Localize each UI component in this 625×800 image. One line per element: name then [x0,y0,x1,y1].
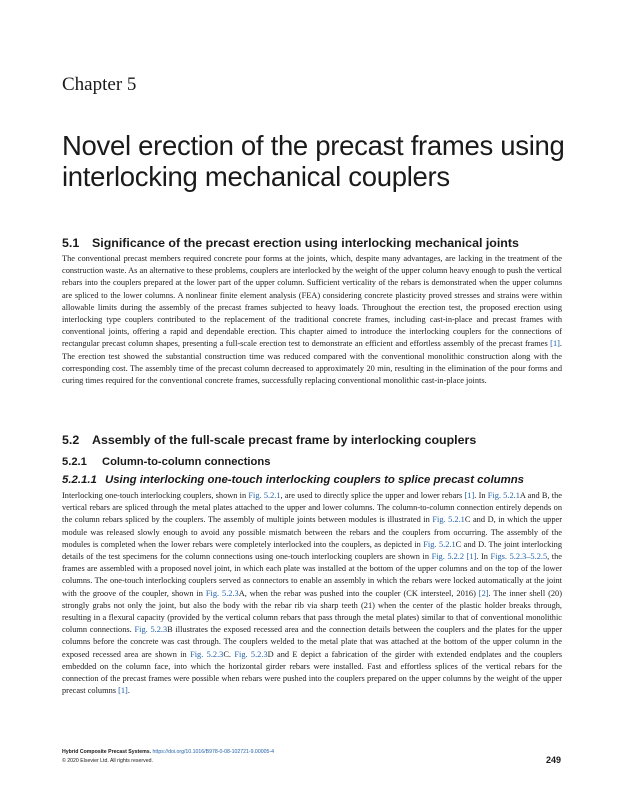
reference-link[interactable]: [1] [466,552,477,562]
figure-link[interactable]: Fig. 5.2.1 [432,515,465,525]
subsection-number: 5.2.1 [62,456,87,468]
text-run: C and D, in which the upper module was released slowly enough to avoid any possible mismatch between the rebars and the couplers from occurring. The assembly of the modules is completed when the lower rebars were completely interlocked into the couplers, as depicted in [62,515,562,549]
figure-link[interactable]: Fig. 5.2.3 [134,625,168,635]
text-run: Interlocking one-touch interlocking couplers, shown in [62,491,249,500]
text-run: , are used to directly splice the upper and lower rebars [280,491,465,500]
text-run: A, when the rebar was pushed into the coupler (CK intersteel, 2016) [238,588,479,598]
section-title: Assembly of the full-scale precast frame by interlocking couplers [92,433,477,447]
reference-link[interactable]: [1] [550,339,560,349]
figure-link[interactable]: Fig. 5.2.2 [431,552,465,562]
text-run: C. [223,649,235,659]
reference-link[interactable]: [1] [464,491,475,500]
section-5-1-paragraph [62,253,562,387]
section-heading-5-2 [62,433,562,447]
subsubsection-number: 5.2.1.1 [62,474,97,486]
subsection-title: Column-to-column connections [102,456,271,468]
figure-link[interactable]: Fig. 5.2.1 [487,491,520,500]
figure-link[interactable]: Fig. 5.2.3 [234,649,268,659]
chapter-label: Chapter 5 [62,74,137,95]
section-5-2-paragraph [62,490,562,697]
text-run: A and B, the vertical rebars are spliced through the metal plates attached to the upper and lower columns. The column-to-column connection entirely depends on the column rebars spliced by the couplers. The assembly of multiple joints between modules is illustrated in [62,491,562,525]
footer-citation [62,749,274,755]
chapter-title: Novel erection of the precast frames using interlocking mechanical couplers [62,130,565,192]
section-number: 5.2 [62,433,80,447]
book-title: Hybrid Composite Precast Systems. [62,749,152,755]
text-run: B illustrates the exposed recessed area and the connection details between the couplers and the plates for the upper columns before the concrete was cast through. The couplers welded to the metal plate that was attached at the bottom of the upper column in the exposed recessed area are shown in [62,625,562,659]
text-run: , the frames are assembled with a proposed novel joint, in which each plate was installed at the bottom of the upper columns and on the top of the lower columns. The one-touch interlocking couplers served as connectors to enable an assembly in which the rebars were locked automatically at the joint with the groove of the coupler, shown in [62,552,562,598]
figure-link[interactable]: Figs. 5.2.3–5.2.5 [490,552,548,562]
text-run: . [127,686,130,696]
text-run: D and E depict a fabrication of the girder with extended endplates and the couplers embedded on the column face, into which the horizontal girder rebars were installed. Fast and effortless splices of the vertical rebars for the connection of the precast frames were possible when rebars were pushed into the couplers prepared on the upper columns by the weight of the upper precast columns [62,649,562,696]
figure-link[interactable]: Fig. 5.2.1 [423,539,456,549]
doi-link[interactable]: https://doi.org/10.1016/B978-0-08-102721-9.00005-4 [152,749,274,755]
subsubsection-title: Using interlocking one-touch interlocking couplers to splice precast columns [105,474,524,486]
text-run: C and D. The joint interlocking details of the test specimens for the column connections using one-touch interlocking couplers are shown in [62,539,562,562]
figure-link[interactable]: Fig. 5.2.3 [205,588,239,598]
figure-link[interactable]: Fig. 5.2.1 [248,491,281,500]
figure-link[interactable]: Fig. 5.2.3 [190,649,224,659]
subsection-heading-5-2-1 [62,456,270,468]
reference-link[interactable]: [1] [118,686,128,696]
text-run: The conventional precast members required concrete pour forms at the joints, which, despite many advantages, are lacking in the treatment of the construction waste. As an alternative to these problems, couplers are interlocked by the weight of the upper column heavy enough to push the vertical rebars into the couplers prepared at the lower part of the upper column. Sufficient verticality of the rebars is demonstrated when the upper columns are spliced to the lower columns. A nonlinear finite element analysis (FEA) considering concrete plasticity proved stresses and strains were within allowable limits during the assembly of the precast frames subjected to heavy loads. Throughout the erection test, the proposed erection using interlocking type couplers contributed to the replacement of the traditional concrete frames, including cast-in-place and precast frames with conventional joints, offering a rapid and dependable erection. This chapter aimed to introduce the interlocking couplers for the connections of rectangular precast column shapes, presenting a full-scale erection test to demonstrate an efficient and effortless assembly of the precast frames [62,254,562,349]
text-run: . In [474,491,488,500]
subsubsection-heading-5-2-1-1 [62,474,524,486]
page-number: 249 [546,755,562,765]
section-title: Significance of the precast erection using interlocking mechanical joints [92,236,519,250]
text-run: . The inner shell (20) strongly grabs not only the joint, but also the body with the rebar rib via sharp teeth (21) when the center of the plastic holder breaks through, resulting in a flexural capacity (provided by the vertical column rebars that pass through the metal plates) similar to that of conventional monolithic column connections. [62,588,562,635]
footer-copyright: © 2020 Elsevier Ltd. All rights reserved. [62,758,153,764]
text-run: . In [476,552,491,562]
section-heading-5-1 [62,236,562,250]
text-run: . The erection test showed the substantial construction time was reduced compared with the conventional monolithic construction along with the corresponding cost. The assembly time of the precast column decreased to approximately 20 min, resulting in the elimination of the pour forms and curing times required for the conventional concrete frames, successfully replacing conventional monolithic cast-in-place joints. [62,339,562,386]
section-number: 5.1 [62,236,80,250]
reference-link[interactable]: [2] [478,588,489,598]
